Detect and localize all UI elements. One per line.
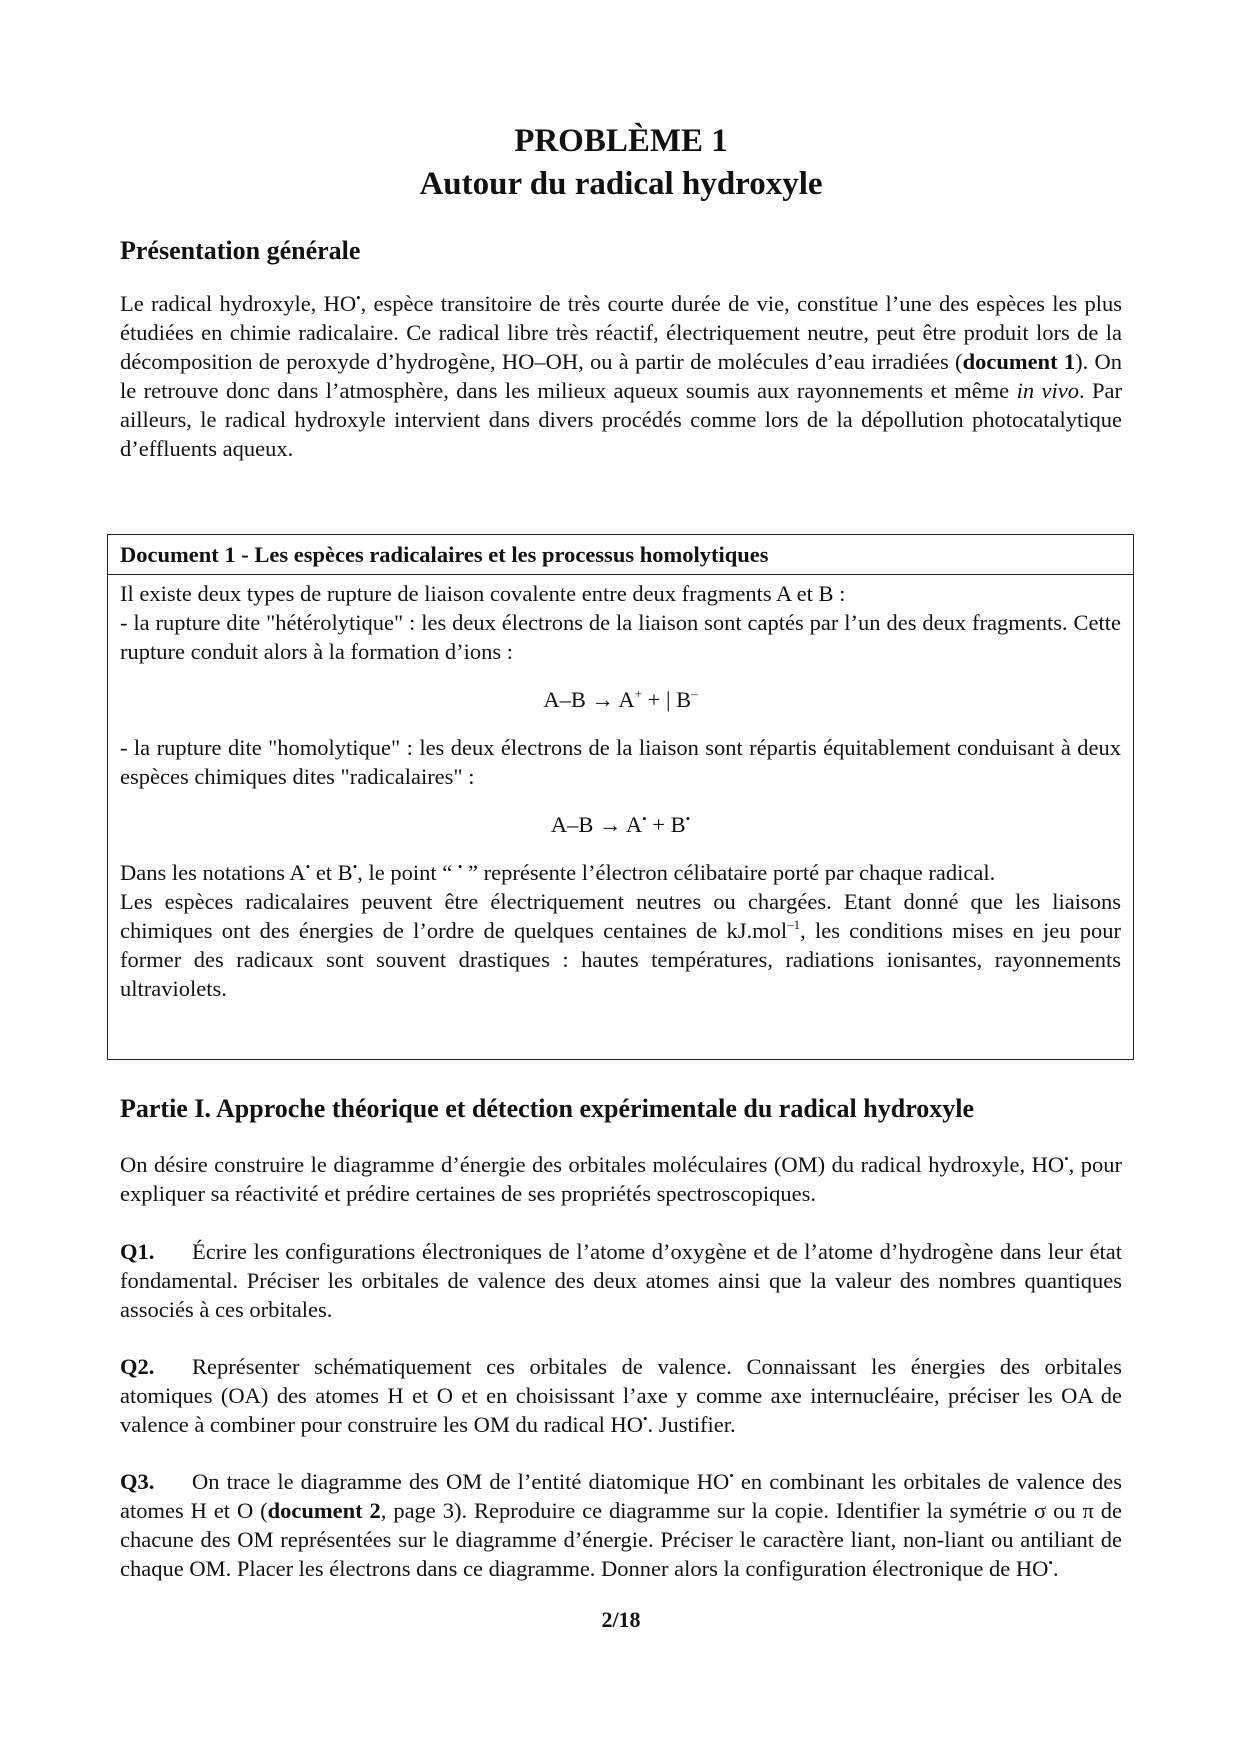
partie-1-intro: On désire construire le diagramme d’énergie des orbitales moléculaires (OM) du radical hydroxyle, HO•, pour expliquer sa réactivité et prédire certaines de ses propriétés spectroscopiques.	[120, 1151, 1123, 1206]
question-2-label: Q2.	[120, 1354, 155, 1379]
question-1: Q1. Écrire les configurations électroniques de l’atome d’oxygène et de l’atome d’hydrogène dans leur état fondamental. Préciser les orbitales de valence des deux atomes ainsi que la valeur des nombres quantiques associés à ces orbitales.	[120, 1239, 1122, 1322]
problem-title	[120, 120, 1122, 206]
document-1-closing: Les espèces radicalaires peuvent être électriquement neutres ou chargées. Etant donné que les liaisons chimiques ont des énergies de l’ordre de quelques centaines de kJ.mol$^{-1}$, les conditions mises en jeu pour former des radicaux sont souvent drastiques : hautes températures, radiations ionisantes, rayonnements ultraviolets.	[120, 889, 1121, 1001]
question-1-label: Q1.	[120, 1239, 155, 1264]
document-1-heading: Document 1 - Les espèces radicalaires et les processus homolytiques	[108, 535, 1133, 575]
section-heading-presentation: Présentation générale	[120, 236, 361, 265]
equation-homolytic: A–B → A• + B•	[550, 811, 691, 837]
document-1-homolytic: - la rupture dite "homolytique" : les deux électrons de la liaison sont répartis équitablement conduisant à deux espèces chimiques dites "radicalaires" :	[120, 735, 1121, 789]
question-2: Q2. Représenter schématiquement ces orbitales de valence. Connaissant les énergies des orbitales atomiques (OA) des atomes H et O et en choisissant l’axe y comme axe internucléaire, préciser les OA de valence à combiner pour construire les OM du radical HO•. Justifier.	[120, 1354, 1122, 1437]
document-1-body	[108, 575, 1133, 1003]
problem-number: PROBLÈME 1	[514, 123, 728, 159]
presentation-paragraph: Le radical hydroxyle, HO•, espèce transitoire de très courte durée de vie, constitue l’une des espèces les plus étudiées en chimie radicalaire. Ce radical libre très réactif, électriquement neutre, peut être produit lors de la décomposition de peroxyde d’hydrogène, HO–OH, ou à partir de molécules d’eau irradiées (document 1). On le retrouve donc dans l’atmosphère, dans les milieux aqueux soumis aux rayonnements et même in vivo. Par ailleurs, le radical hydroxyle intervient dans divers procédés comme lors de la dépollution photocatalytique d’effluents aqueux.	[120, 290, 1123, 461]
page-number: 2/18	[601, 1607, 641, 1632]
problem-subtitle: Autour du radical hydroxyle	[419, 166, 823, 202]
section-heading-partie-1: Partie I. Approche théorique et détection expérimentale du radical hydroxyle	[120, 1094, 975, 1123]
document-1-intro: Il existe deux types de rupture de liaison covalente entre deux fragments A et B :	[120, 581, 846, 606]
question-3: Q3. On trace le diagramme des OM de l’entité diatomique HO• en combinant les orbitales de valence des atomes H et O (document 2, page 3). Reproduire ce diagramme sur la copie. Identifier la symétrie σ ou π de chacune des OM représentées sur le diagramme d’énergie. Préciser le caractère liant, non-liant ou antiliant de chaque OM. Placer les électrons dans ce diagramme. Donner alors la configuration électronique de HO•.	[120, 1468, 1123, 1581]
document-1-notation: Dans les notations A• et B•, le point “ • ” représente l’électron célibataire porté par chaque radical.	[120, 859, 996, 885]
equation-heterolytic: A–B → A+ + | B–	[543, 686, 698, 712]
document-1-box	[107, 534, 1134, 1060]
question-3-label: Q3.	[120, 1469, 155, 1494]
document-1-heterolytic: - la rupture dite "hétérolytique" : les deux électrons de la liaison sont captés par l’un des deux fragments. Cette rupture conduit alors à la formation d’ions :	[120, 610, 1121, 664]
